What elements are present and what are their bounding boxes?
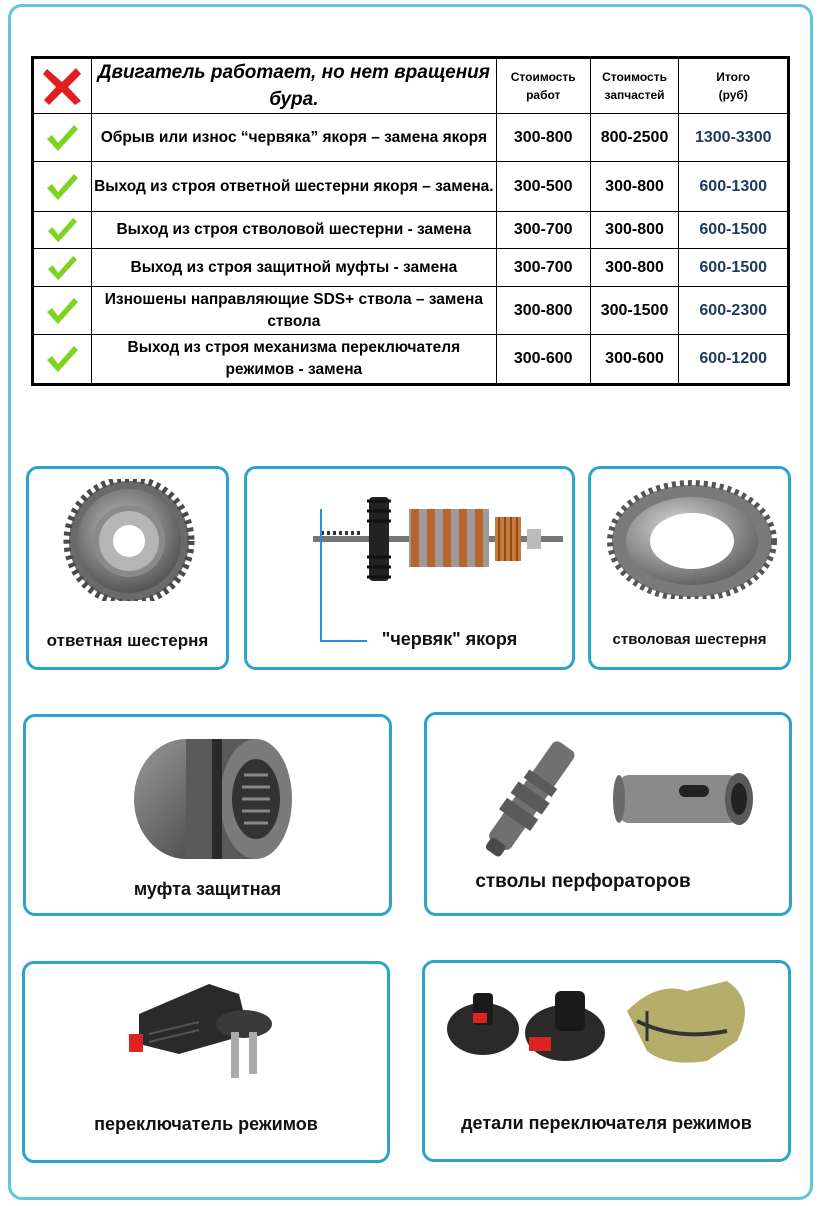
row-total: 600-2300 bbox=[679, 287, 789, 335]
row-description: Выход из строя защитной муфты - замена bbox=[91, 249, 496, 287]
table-row bbox=[33, 114, 789, 162]
checkmark-icon bbox=[44, 122, 80, 154]
response-gear-image bbox=[41, 479, 217, 601]
mode-switch-image bbox=[119, 974, 289, 1084]
row-work-cost: 300-700 bbox=[496, 249, 590, 287]
table-header-row bbox=[33, 58, 789, 114]
barrels-label: стволы перфораторов bbox=[475, 871, 691, 892]
row-work-cost: 300-600 bbox=[496, 335, 590, 385]
row-check-cell bbox=[33, 287, 92, 335]
worm-pointer-line bbox=[307, 509, 377, 649]
barrel-tube-image bbox=[609, 755, 759, 845]
table-row bbox=[33, 162, 789, 212]
header-icon-cell bbox=[33, 58, 92, 114]
gear-response-label: ответная шестерня bbox=[46, 631, 209, 650]
row-description: Выход из строя ответной шестерни якоря – замена. bbox=[91, 162, 496, 212]
row-check-cell bbox=[33, 249, 92, 287]
header-total: Итого (руб) bbox=[679, 58, 789, 114]
clutch-image bbox=[126, 727, 296, 867]
checkmark-icon bbox=[44, 253, 80, 283]
cross-icon bbox=[41, 65, 83, 107]
card-switch-parts bbox=[422, 960, 791, 1162]
row-parts-cost: 300-800 bbox=[590, 212, 679, 249]
table-row bbox=[33, 212, 789, 249]
row-total: 600-1300 bbox=[679, 162, 789, 212]
row-parts-cost: 300-800 bbox=[590, 162, 679, 212]
checkmark-icon bbox=[44, 215, 80, 245]
row-description: Обрыв или износ “червяка” якоря – замена якоря bbox=[91, 114, 496, 162]
row-parts-cost: 800-2500 bbox=[590, 114, 679, 162]
header-parts-cost: Стоимость запчастей bbox=[590, 58, 679, 114]
row-total: 600-1500 bbox=[679, 249, 789, 287]
row-total: 600-1500 bbox=[679, 212, 789, 249]
row-total: 1300-3300 bbox=[679, 114, 789, 162]
card-armature-worm bbox=[244, 466, 575, 670]
switch-slider-image bbox=[617, 971, 767, 1081]
card-barrel-gear bbox=[588, 466, 791, 670]
switch-knob-image-2 bbox=[521, 983, 611, 1067]
row-description: Изношены направляющие SDS+ ствола – замена ствола bbox=[91, 287, 496, 335]
header-work-cost: Стоимость работ bbox=[496, 58, 590, 114]
card-gear-response bbox=[26, 466, 229, 670]
row-parts-cost: 300-800 bbox=[590, 249, 679, 287]
row-description: Выход из строя механизма переключателя режимов - замена bbox=[91, 335, 496, 385]
row-work-cost: 300-500 bbox=[496, 162, 590, 212]
row-parts-cost: 300-1500 bbox=[590, 287, 679, 335]
row-work-cost: 300-800 bbox=[496, 114, 590, 162]
card-clutch bbox=[23, 714, 392, 916]
card-mode-switch bbox=[22, 961, 390, 1163]
barrel-shaft-image bbox=[461, 725, 601, 865]
barrel-gear-image bbox=[607, 479, 777, 599]
row-parts-cost: 300-600 bbox=[590, 335, 679, 385]
table-row bbox=[33, 249, 789, 287]
row-description: Выход из строя стволовой шестерни - замена bbox=[91, 212, 496, 249]
table-row bbox=[33, 287, 789, 335]
checkmark-icon bbox=[44, 295, 80, 327]
clutch-label: муфта защитная bbox=[133, 879, 282, 899]
card-barrels bbox=[424, 712, 792, 916]
checkmark-icon bbox=[44, 343, 80, 375]
row-total: 600-1200 bbox=[679, 335, 789, 385]
row-check-cell bbox=[33, 335, 92, 385]
barrel-gear-label: стволовая шестерня bbox=[612, 631, 767, 648]
problem-title: Двигатель работает, но нет вращения бура. bbox=[91, 58, 496, 114]
checkmark-icon bbox=[44, 171, 80, 203]
row-check-cell bbox=[33, 162, 92, 212]
repair-price-table bbox=[31, 56, 790, 386]
armature-worm-label: "червяк" якоря bbox=[381, 629, 518, 649]
row-check-cell bbox=[33, 114, 92, 162]
row-work-cost: 300-800 bbox=[496, 287, 590, 335]
mode-switch-label: переключатель режимов bbox=[94, 1114, 318, 1134]
row-check-cell bbox=[33, 212, 92, 249]
switch-knob-image-1 bbox=[443, 983, 523, 1063]
table-row bbox=[33, 335, 789, 385]
row-work-cost: 300-700 bbox=[496, 212, 590, 249]
switch-parts-label: детали переключателя режимов bbox=[461, 1113, 752, 1133]
